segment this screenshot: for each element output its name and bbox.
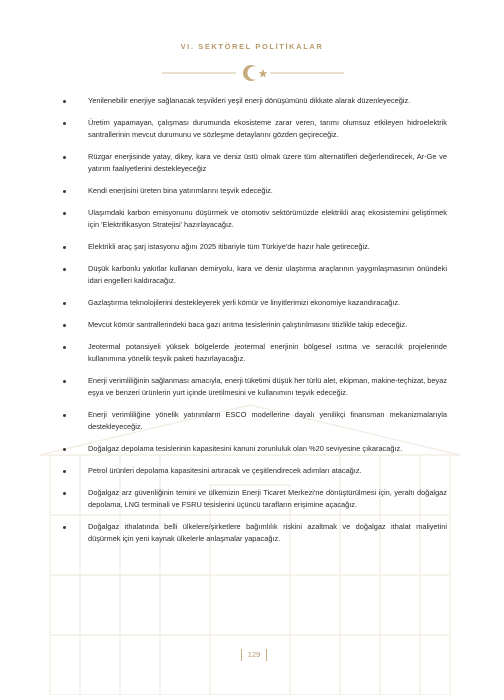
list-item: Düşük karbonlu yakıtlar kullanan demiryolu, kara ve deniz ulaştırma araçlarının yaygınlaşmasının önündeki idari engelleri kaldıracağız. xyxy=(63,263,447,287)
list-item: Yenilenebilir enerjiye sağlanacak teşvikleri yeşil enerji dönüşümünü dikkate alarak düzenleyeceğiz. xyxy=(63,95,447,107)
list-item: Elektrikli araç şarj istasyonu ağını 2025 itibariyle tüm Türkiye'de hazır hale getireceğiz. xyxy=(63,241,447,253)
list-item: Mevcut kömür santrallerindeki baca gazı arıtma tesislerinin çalıştırılmasını titizlikle takip edeceğiz. xyxy=(63,319,447,331)
list-item: Enerji verimliliğine yönelik yatırımların ESCO modellerine dayalı yenilikçi finansman mekanizmalarıyla destekleyeceğiz. xyxy=(63,409,447,433)
list-item: Doğalgaz arz güvenliğinin temini ve ülkemizin Enerji Ticaret Merkezi'ne dönüştürülmesi için, yeraltı doğalgaz depolama, LNG terminali ve FSRU tesislerini üçüncü tarafların erişimine açacağız. xyxy=(63,487,447,511)
list-item: Ulaşımdaki karbon emisyonunu düşürmek ve otomotiv sektörümüzde elektrikli araç ekosistemini geliştirmek için 'Elektrifikasyon Stratejisi' hazırlayacağız. xyxy=(63,207,447,231)
list-item: Gazlaştırma teknolojilerini destekleyerek yerli kömür ve linyitlerimizi ekonomiye kazandıracağız. xyxy=(63,297,447,309)
crescent-star-icon xyxy=(0,62,504,84)
list-item: Enerji verimliliğinin sağlanması amacıyla, enerji tüketimi düşük her türlü alet, ekipman, makine-teçhizat, beyaz eşya ve benzeri ürünlerin yurt içinde üretilmesini ve kullanımını teşvik edeceğiz. xyxy=(63,375,447,399)
list-item: Kendi enerjisini üreten bina yatırımlarını teşvik edeceğiz. xyxy=(63,185,447,197)
list-item: Petrol ürünleri depolama kapasitesini artıracak ve çeşitlendirecek adımları atacağız. xyxy=(63,465,447,477)
section-title: VI. SEKTÖREL POLİTİKALAR xyxy=(180,42,324,51)
list-item: Jeotermal potansiyeli yüksek bölgelerde jeotermal enerjinin bölgesel ısıtma ve seracılık projelerinde kullanımına yönelik teşvik paketi hazırlayacağız. xyxy=(63,341,447,365)
page-number: 129 xyxy=(241,649,267,661)
list-item: Rüzgar enerjisinde yatay, dikey, kara ve deniz üstü olmak üzere tüm alternatifleri değerlendirecek, Ar-Ge ve yatırım faaliyetlerini destekleyeceğiz xyxy=(63,151,447,175)
list-item: Üretim yapamayan, çalışması durumunda ekosisteme zarar veren, tarımı olumsuz etkileyen hidroelektrik santrallerinin mevcut durumunu ve sözleşme detaylarını gözden geçireceğiz. xyxy=(63,117,447,141)
list-item: Doğalgaz ithalatında belli ülkelere/şirketlere bağımlılık riskini azaltmak ve doğalgaz ithalat maliyetini düşürmek için yeni kaynak ülkelerle anlaşmalar yapacağız. xyxy=(63,521,447,545)
list-item: Doğalgaz depolama tesislerinin kapasitesini kanuni zorunluluk olan %20 seviyesine çıkaracağız. xyxy=(63,443,447,455)
policy-bullet-list xyxy=(63,95,447,545)
